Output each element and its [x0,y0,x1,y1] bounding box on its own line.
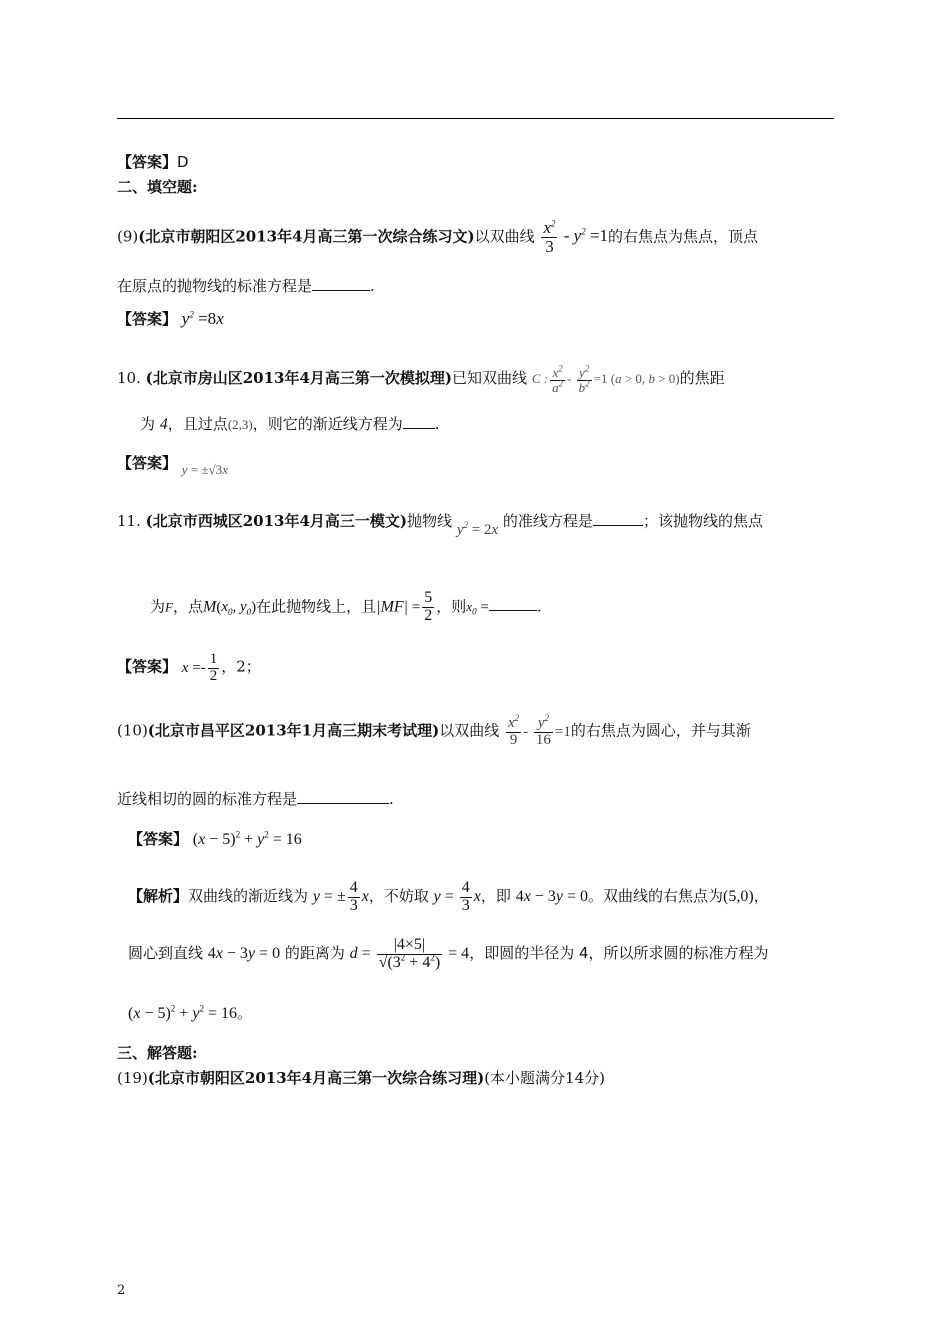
formula-q9-hyperbola: $\frac{x^2}{3}$ [543,218,556,256]
formula-q10b-hyperbola: $\frac{x^2}{9}$ - $\frac{y^2}{16}$ =1 [507,713,571,748]
prev-answer: 【答案】D [117,153,189,171]
analysis-line2: 圆心到直线 4x − 3y = 0 的距离为 d = $\frac{|4\times 5|}{√(3^2 + 4^2)}$ = 4，即圆的半径为 4，所以所求圆的标准方程为 [128,936,769,971]
formula-q10b-answer: $(x - 5)^2 + y^2 = 16$ [192,829,302,848]
answer-q10: 【答案】 y = ±√3x [117,454,228,477]
section-2-title: 二、填空题: [117,178,198,196]
formula-q9-answer: $y^2 =8x$ [181,309,224,328]
answer-q10b: 【答案】 $(x - 5)^2 + y^2 = 16$ [128,829,302,848]
question-10-line2: 为 4，且过点(2,3)，则它的渐近线方程为 . [140,415,440,433]
question-10b-line2: 近线相切的圆的标准方程是 . [117,790,394,808]
formula-q10-hyperbola: C : $\frac{x^2}{a^2}$ - $\frac{y^2}{b^2}$ =1 (a > 0, b > 0) [531,363,680,395]
question-10: 10. (北京市房山区2013年4月高三第一次模拟理)已知双曲线 C : $\frac{x^2}{a^2}$ - $\frac{y^2}{b^2}$ =1 (a > 0, b > 0)的焦距 [117,363,725,395]
analysis-line1: 【解析】双曲线的渐近线为 y = ± $\frac{4}{3}$ x，不妨取 y = $\frac{4}{3}$ x，即 4x − 3y = 0。双曲线的右焦点为(5,0)， [128,879,769,914]
question-10b: (10)(北京市昌平区2013年1月高三期末考试理)以双曲线 $\frac{x^2}{9}$ - $\frac{y^2}{16}$ =1的右焦点为圆心，并与其渐 [117,713,751,748]
question-11: 11. (北京市西城区2013年4月高三一模文)抛物线 $y^2 = 2x$ 的准线方程是 ；该抛物线的焦点 [117,512,763,538]
answer-blank [312,278,370,291]
question-9: (9)(北京市朝阳区2013年4月高三第一次综合练习文)以双曲线 $\frac{x^2}{3}$ - $y^2 =1$的右焦点为焦点，顶点 [117,218,759,256]
formula-q11-answer: x =- $\frac{1}{2}$ [181,651,218,684]
question-9-line2: 在原点的抛物线的标准方程是 . [117,277,375,295]
answer-blank [489,598,537,611]
question-19: (19)(北京市朝阳区2013年4月高三第一次综合练习理)(本小题满分14分) [117,1069,605,1087]
answer-q9: 【答案】 $y^2 =8x$ [117,309,224,328]
answer-blank [403,416,435,429]
header-rule [117,118,834,119]
answer-blank [297,791,389,804]
section-3-title: 三、解答题: [117,1044,198,1062]
answer-q11: 【答案】 x =- $\frac{1}{2}$ ，2； [117,651,261,684]
analysis-line3: $(x - 5)^2 + y^2 = 16$。 [128,1003,252,1022]
answer-blank [593,513,643,526]
formula-q11-parabola: $y^2 = 2x$ [456,520,499,538]
page-number: 2 [117,1283,126,1298]
formula-q10-answer: y = ±√3x [181,462,228,477]
question-11-line2: 为F，点$M(x_0$, $y_0$)在此抛物线上，且|MF| = $\frac{5}{2}$ ，则$x_0$ = . [150,589,542,624]
